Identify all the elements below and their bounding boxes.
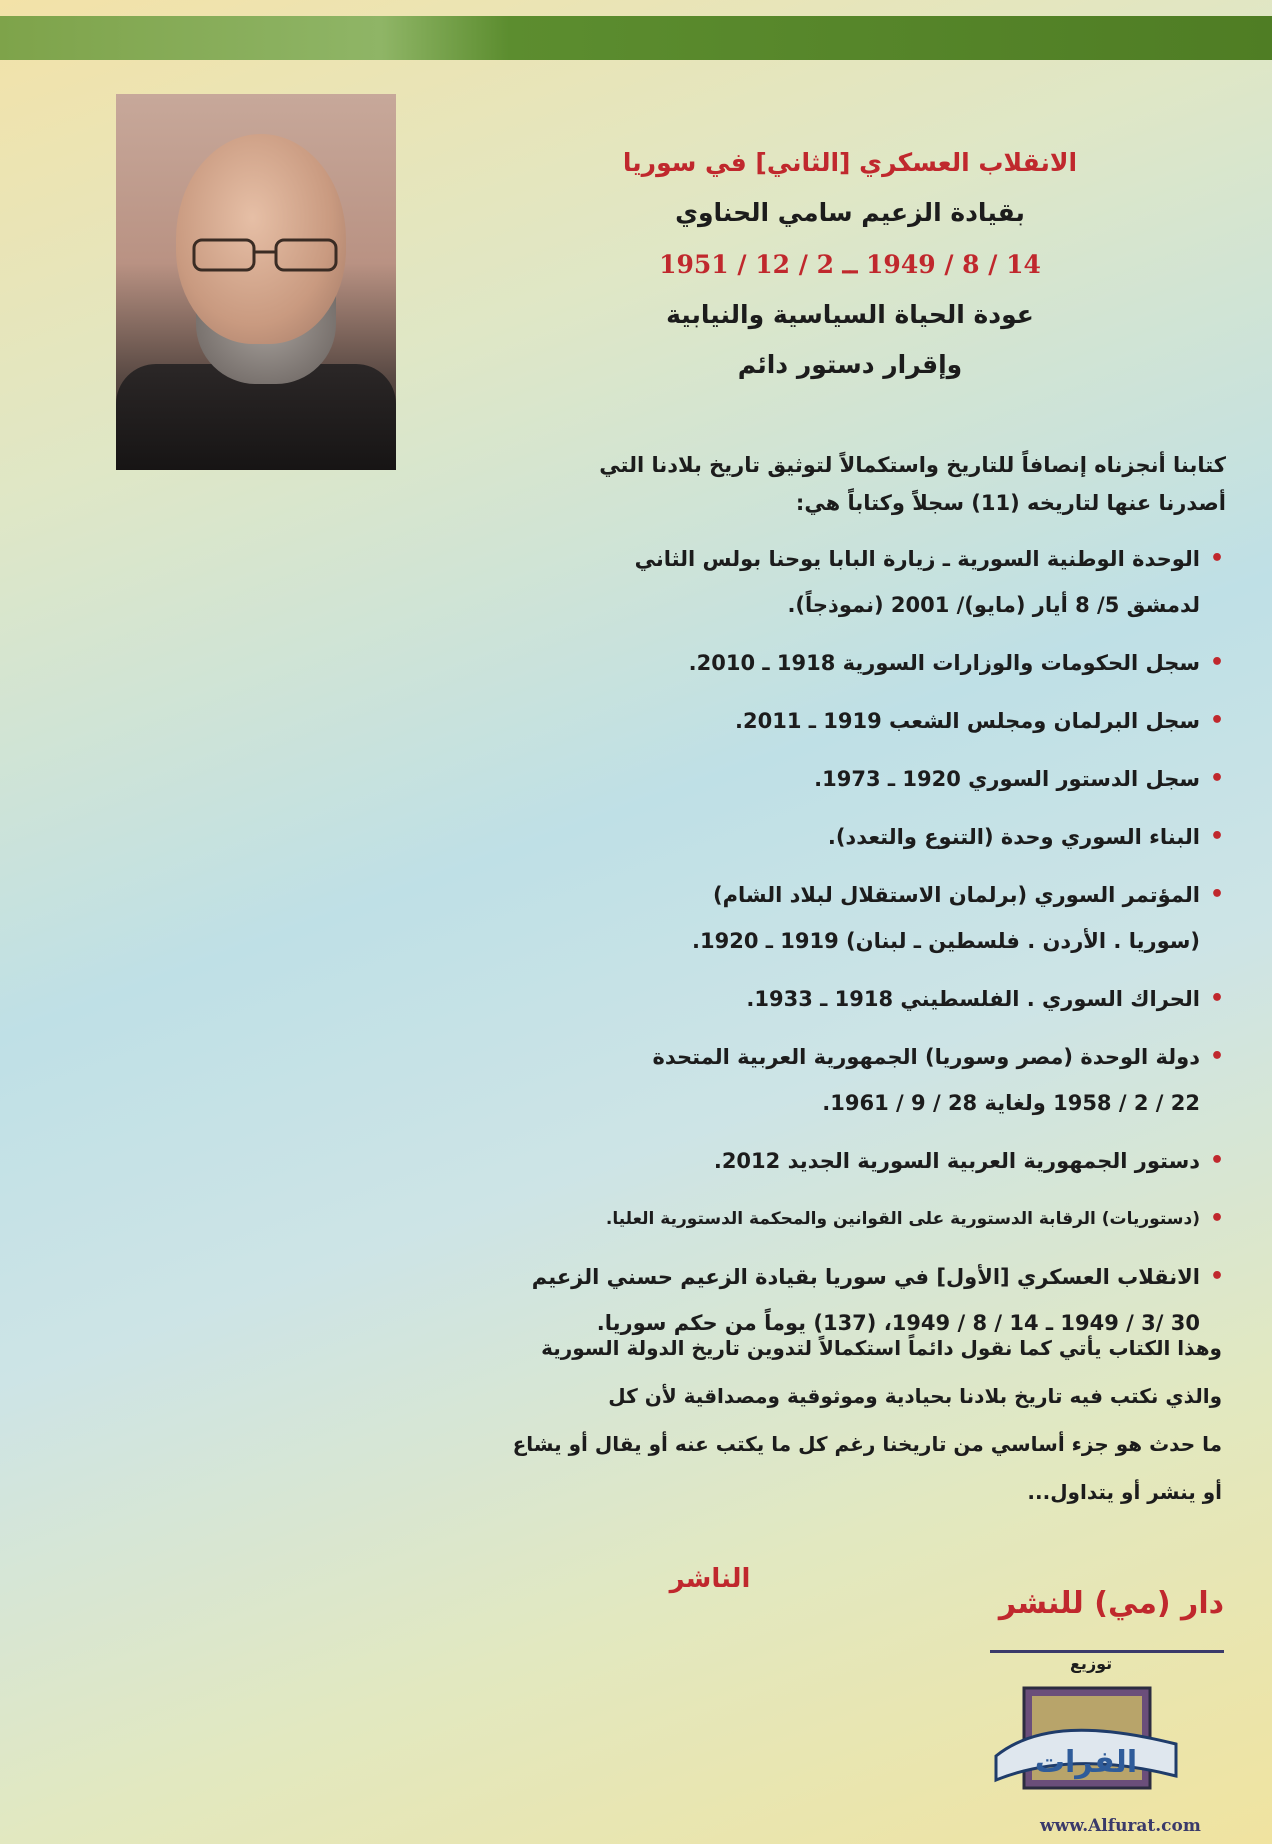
publisher-brand: دار (مي) للنشر [998,1586,1224,1621]
list-item: • الانقلاب العسكري [الأول] في سوريا بقيادة الزعيم حسني الزعيم 30 /3 / 1949 ـ 14 / 8 / 1949، (137) يوماً من حكم سوريا. [460,1254,1224,1346]
website-link[interactable]: www.Alfurat.com [1040,1816,1201,1836]
author-photo [116,94,396,470]
book-theme-2: وإقرار دستور دائم [737,350,963,379]
closing-line: وهذا الكتاب يأتي كما نقول دائماً استكمالاً لتدوين تاريخ الدولة السورية [541,1336,1222,1360]
list-item: • (دستوريات) الرقابة الدستورية على القوانين والمحكمة الدستورية العليا. [460,1196,1224,1242]
list-item: • سجل الحكومات والوزارات السورية 1918 ـ 2010. [460,640,1224,686]
book-subtitle: بقيادة الزعيم سامي الحناوي [675,198,1025,227]
intro-line: أصدرنا عنها لتاريخه (11) سجلاً وكتاباً هي: [795,491,1226,515]
publications-list [460,536,1224,1358]
publisher-label: الناشر [669,1564,751,1594]
list-item: • سجل الدستور السوري 1920 ـ 1973. [460,756,1224,802]
book-title: الانقلاب العسكري [الثاني] في سوريا [622,148,1078,177]
svg-text:الفرات: الفرات [1034,1745,1138,1780]
list-item: • دولة الوحدة (مصر وسوريا) الجمهورية العربية المتحدة 22 / 2 / 1958 ولغاية 28 / 9 / 1961. [460,1034,1224,1126]
closing-line: أو ينشر أو يتداول... [1027,1480,1222,1504]
list-item: • دستور الجمهورية العربية السورية الجديد 2012. [460,1138,1224,1184]
closing-line: ما حدث هو جزء أساسي من تاريخنا رغم كل ما يكتب عنه أو يقال أو يشاع [512,1432,1222,1456]
intro-line: كتابنا أنجزناه إنصافاً للتاريخ واستكمالاً لتوثيق تاريخ بلادنا التي [599,453,1226,477]
brand-underline [990,1650,1224,1653]
list-item: • سجل البرلمان ومجلس الشعب 1919 ـ 2011. [460,698,1224,744]
list-item: • البناء السوري وحدة (التنوع والتعدد). [460,814,1224,860]
book-theme: عودة الحياة السياسية والنيابية [666,300,1034,329]
list-item: • الوحدة الوطنية السورية ـ زيارة البابا يوحنا بولس الثاني لدمشق 5/ 8 أيار (مايو)/ 2001 (نموذجاً). [460,536,1224,628]
intro-paragraph [440,446,1226,522]
list-item: • المؤتمر السوري (برلمان الاستقلال لبلاد الشام) (سوريا . الأردن . فلسطين ـ لبنان) 1919 ـ 1920. [460,872,1224,964]
closing-paragraph [448,1324,1222,1516]
closing-line: والذي نكتب فيه تاريخ بلادنا بحيادية وموثوقية ومصداقية لأن كل [608,1384,1222,1408]
top-color-bar [0,16,1272,60]
book-dates: 14 / 8 / 1949 ــ 2 / 12 / 1951 [659,250,1041,279]
list-item: • الحراك السوري . الفلسطيني 1918 ـ 1933. [460,976,1224,1022]
distribution-label: توزيع [1070,1654,1113,1673]
alfurat-logo [976,1684,1196,1814]
